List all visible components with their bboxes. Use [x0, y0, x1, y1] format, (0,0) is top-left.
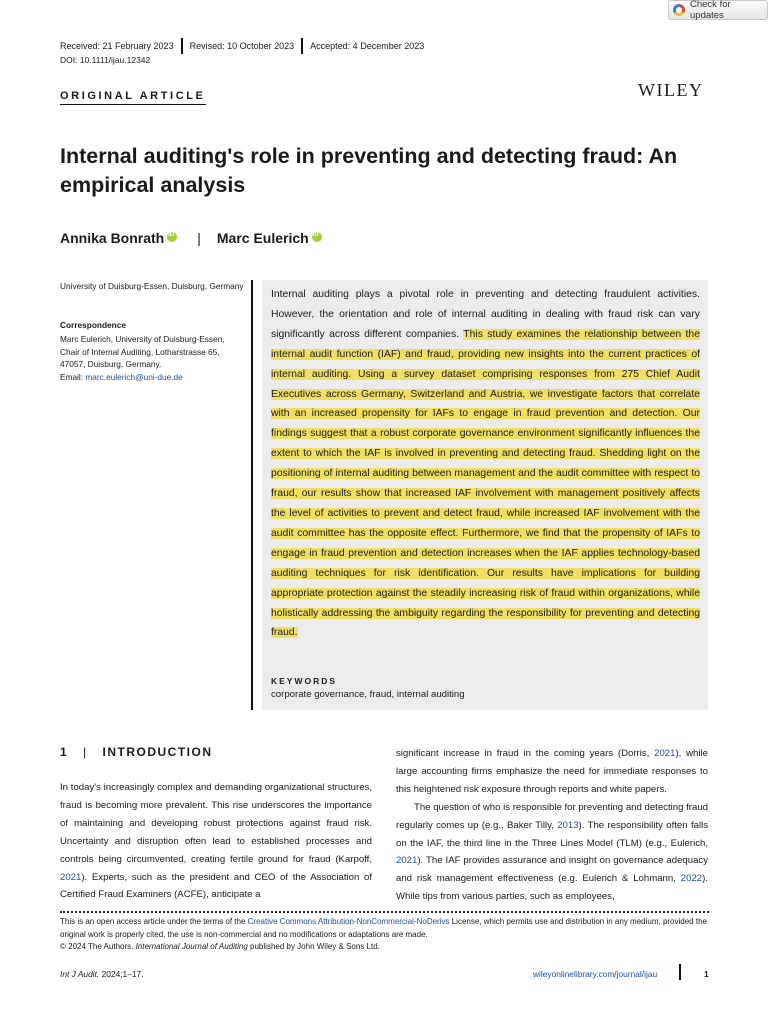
section-title: INTRODUCTION	[102, 745, 213, 759]
paragraph-text: ). The responsibility often falls on the IAF, the third line in the Three Lines Model (TLM) (e.g., Eulerich,	[396, 819, 708, 849]
check-for-updates-button[interactable]	[668, 0, 768, 20]
email-link[interactable]: marc.eulerich@uni-due.de	[85, 371, 183, 382]
revised-date: Revised: 10 October 2023	[189, 41, 295, 51]
footer-citation	[60, 969, 144, 979]
crossmark-icon	[673, 4, 685, 16]
citation-link[interactable]: 2021	[60, 871, 82, 883]
journal-name: International Journal of Auditing	[135, 942, 248, 951]
author-separator: |	[197, 230, 201, 246]
footnote-divider	[60, 911, 709, 913]
abstract-rule	[251, 280, 253, 710]
footer-volume: 2024;1–17.	[99, 969, 144, 979]
accepted-date: Accepted: 4 December 2023	[310, 41, 425, 51]
correspondence-text: Marc Eulerich, University of Duisburg-Essen, Chair of Internal Auditing, Lotharstrasse 65, 47057, Duisburg, Germany.	[60, 334, 225, 369]
section-number: 1	[60, 745, 69, 759]
paragraph	[60, 779, 372, 904]
author-name[interactable]: Annika Bonrath	[60, 230, 165, 246]
footnote-text: License, which permits use and distribution in any medium, provided the original work is properly cited, the use is non-commercial and no modifications or adaptations are made.	[60, 917, 707, 939]
paragraph-text: ), while large accounting firms emphasize the need for immediate responses to this heightened risk exposure through reports and white papers.	[396, 748, 708, 795]
citation-link[interactable]: 2021	[654, 748, 676, 759]
page-number: 1	[704, 969, 709, 979]
paragraph-text: In today's increasingly complex and demanding organizational structures, fraud is becoming more prevalent. This rise underscores the importance of maintaining and developing robust protections against fraud risk. Uncertainty and disruption often lead to established processes and controls being circumvented, creating fertile ground for fraud (Karpoff,	[60, 782, 372, 865]
keywords-heading: KEYWORDS	[271, 676, 338, 686]
email-label: Email:	[60, 371, 86, 382]
keywords: corporate governance, fraud, internal auditing	[271, 689, 465, 700]
correspondence-details	[60, 333, 245, 383]
body-column-left	[60, 779, 372, 904]
paragraph-text: ). Experts, such as the president and CEO of the Association of Certified Fraud Examiners (ACFE), anticipate a	[60, 871, 372, 901]
journal-url-link[interactable]: wileyonlinelibrary.com/journal/ijau	[533, 969, 658, 979]
publication-dates	[60, 38, 431, 54]
paragraph-text: The question of who is responsible for preventing and detecting fraud regularly comes up (e.g., Baker Tilly,	[396, 801, 708, 831]
author-list	[60, 230, 322, 246]
paragraph	[396, 745, 708, 799]
publisher-logo: WILEY	[638, 80, 704, 100]
paragraph	[396, 799, 708, 906]
correspondence-heading: Correspondence	[60, 320, 126, 330]
footer-divider	[679, 964, 681, 980]
footer-journal: Int J Audit.	[60, 969, 100, 979]
body-column-right	[396, 745, 708, 906]
article-title: Internal auditing's role in preventing and detecting fraud: An empirical analysis	[60, 144, 678, 197]
article-type: ORIGINAL ARTICLE	[60, 90, 206, 105]
doi[interactable]: DOI: 10.1111/ijau.12342	[60, 55, 151, 65]
orcid-icon[interactable]	[312, 232, 322, 242]
abstract-text: Internal auditing plays a pivotal role in preventing and detecting fraudulent activities. However, the orientation and role of internal auditing in dealing with fraud risk can vary significantly across different companies.	[271, 289, 700, 340]
orcid-icon[interactable]	[167, 232, 177, 242]
paragraph-text: ). While tips from various parties, such as employees,	[396, 873, 708, 903]
author-name[interactable]: Marc Eulerich	[216, 230, 309, 246]
check-for-updates-label: Check for updates	[690, 0, 731, 21]
abstract-highlighted-text: This study examines the relationship between the internal audit function (IAF) and fraud, providing new insights into the current practices of internal auditing. Using a survey dataset comprising responses from 275 Chief Audit Executives across Germany, Switzerland and Austria, we investigate factors that correlate with an increased propensity for IAFs to engage in fraud prevention and detection. Our findings suggest that a robust corporate governance environment significantly influences the extent to which the IAF is involved in preventing and detecting fraud. Shedding light on the positioning of internal auditing between management and the audit committee with respect to fraud, our results show that increased IAF involvement with management positively affects the level of activities to prevent and detect fraud, while increased IAF involvement with the audit committee has the opposite effect. Furthermore, we find that the propensity of IAFs to engage in fraud prevention and detection increases when the IAF applies technology-based auditing techniques for risk identification. Our results have implications for building appropriate protection against the steadily increasing risk of fraud within organizations, while holistically addressing the ambiguity regarding the responsibility for preventing and detecting fraud.	[271, 328, 700, 639]
citation-link[interactable]: 2013	[557, 819, 579, 831]
section-separator: |	[83, 745, 88, 759]
license-footnote	[60, 916, 710, 954]
footnote-text: This is an open access article under the terms of the	[60, 917, 248, 926]
affiliation: University of Duisburg-Essen, Duisburg, Germany	[60, 281, 244, 291]
copyright-text: published by John Wiley & Sons Ltd.	[247, 942, 380, 951]
copyright-text: © 2024 The Authors.	[60, 942, 136, 951]
citation-link[interactable]: 2021	[396, 855, 418, 867]
section-heading	[60, 745, 213, 759]
paragraph-text: ). The IAF provides assurance and insight on governance adequacy and risk management effectiveness (e.g. Eulerich & Lohmann,	[396, 855, 708, 885]
license-link[interactable]: Creative Commons Attribution-NonCommercial-NoDerivs	[247, 917, 450, 926]
citation-link[interactable]: 2022	[680, 873, 703, 885]
abstract	[271, 285, 700, 643]
paragraph-text: significant increase in fraud in the coming years (Dorris,	[396, 748, 655, 759]
received-date: Received: 21 February 2023	[60, 41, 174, 51]
